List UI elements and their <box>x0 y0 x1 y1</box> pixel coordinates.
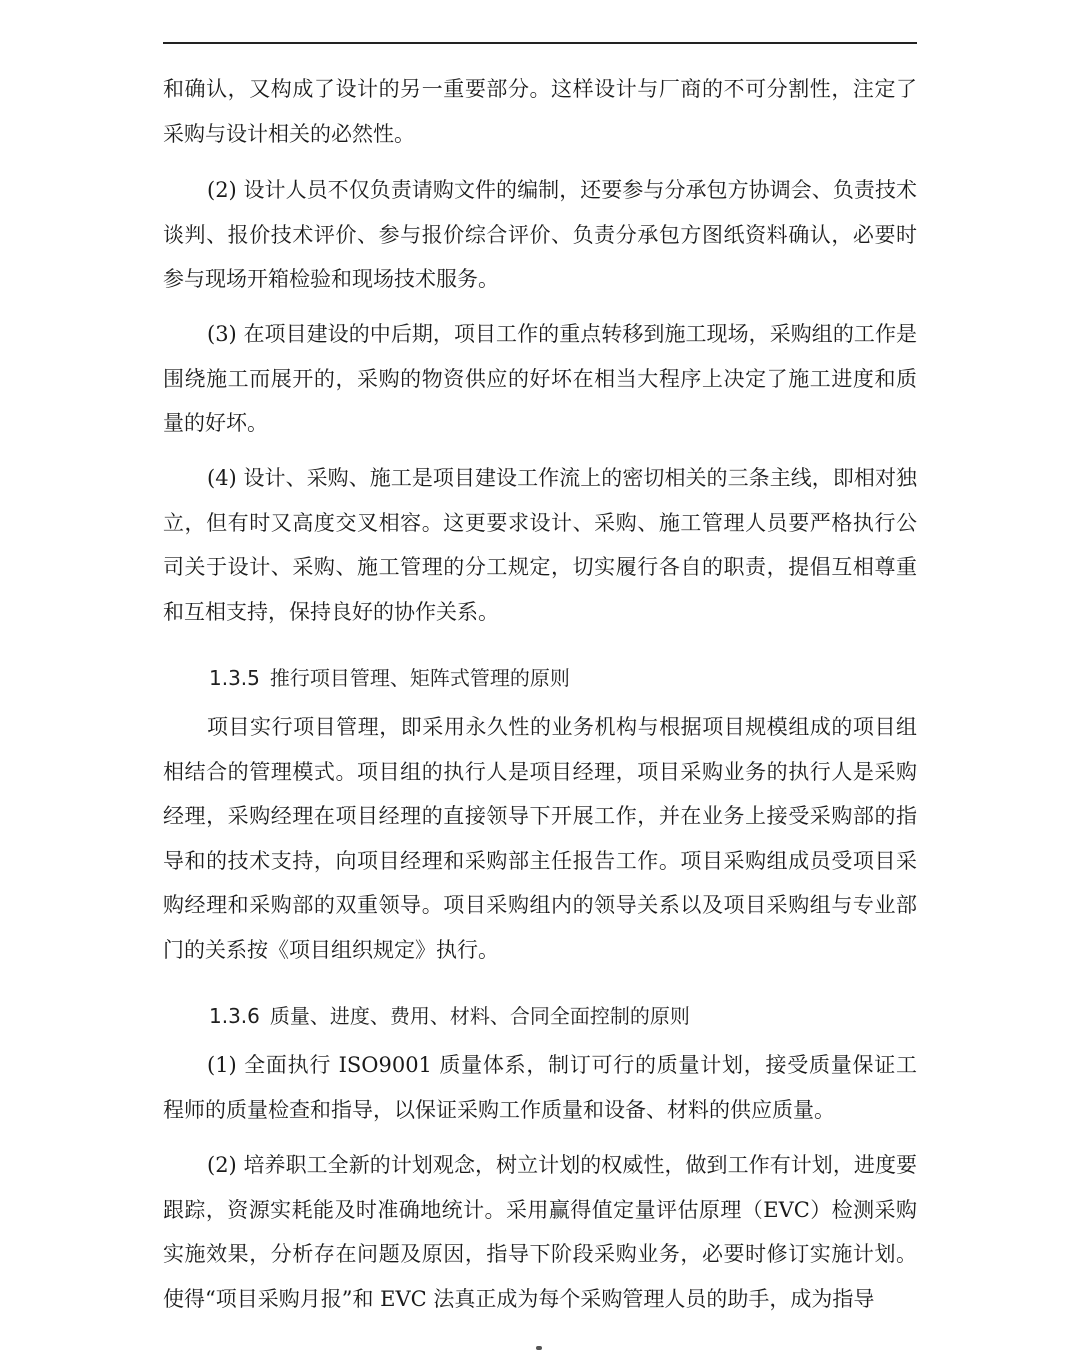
page-number-mark <box>536 1346 542 1350</box>
paragraph-text: (3) 在项目建设的中后期，项目工作的重点转移到施工现场，采购组的工作是围绕施工而展开的，采购的物资供应的好坏在相当大程序上决定了施工进度和质量的好坏。 <box>163 322 917 435</box>
section-heading-1-3-5 <box>163 656 917 700</box>
paragraph-text: (2) 培养职工全新的计划观念，树立计划的权威性，做到工作有计划，进度要跟踪，资源实耗能及时准确地统计。采用赢得值定量评估原理（EVC）检测采购实施效果，分析存在问题及原因，指导下阶段采购业务，必要时修订实施计划。使得“项目采购月报”和 EVC 法真正成为每个采购管理人员的助手，成为指导 <box>163 1153 917 1311</box>
paragraph-construction-phase <box>163 312 917 446</box>
paragraph-quality-system <box>163 1043 917 1132</box>
paragraph-project-management <box>163 705 917 972</box>
section-heading-1-3-6 <box>163 994 917 1038</box>
paragraph-three-lines <box>163 456 917 634</box>
paragraph-continuation: 和确认，又构成了设计的另一重要部分。这样设计与厂商的不可分割性，注定了采购与设计相关的必然性。 <box>163 77 917 146</box>
paragraph-text: (2) 设计人员不仅负责请购文件的编制，还要参与分承包方协调会、负责技术谈判、报价技术评价、参与报价综合评价、负责分承包方图纸资料确认，必要时参与现场开箱检验和现场技术服务。 <box>163 178 917 291</box>
document-body <box>163 67 917 156</box>
section-title: 质量、进度、费用、材料、合同全面控制的原则 <box>269 1004 690 1028</box>
paragraph-design-staff <box>163 168 917 302</box>
section-title: 推行项目管理、矩阵式管理的原则 <box>269 666 570 690</box>
section-number: 1.3.5 <box>209 666 260 690</box>
header-rule <box>163 42 917 44</box>
section-number: 1.3.6 <box>209 1004 260 1028</box>
paragraph-text: (1) 全面执行 ISO9001 质量体系，制订可行的质量计划，接受质量保证工程师的质量检查和指导，以保证采购工作质量和设备、材料的供应质量。 <box>163 1053 917 1122</box>
paragraph-text: (4) 设计、采购、施工是项目建设工作流上的密切相关的三条主线，即相对独立，但有时又高度交叉相容。这更要求设计、采购、施工管理人员要严格执行公司关于设计、采购、施工管理的分工规定，切实履行各自的职责，提倡互相尊重和互相支持，保持良好的协作关系。 <box>163 466 917 624</box>
paragraph-text: 项目实行项目管理，即采用永久性的业务机构与根据项目规模组成的项目组相结合的管理模式。项目组的执行人是项目经理，项目采购业务的执行人是采购经理，采购经理在项目经理的直接领导下开展工作，并在业务上接受采购部的指导和的技术支持，向项目经理和采购部主任报告工作。项目采购组成员受项目采购经理和采购部的双重领导。项目采购组内的领导关系以及项目采购组与专业部门的关系按《项目组织规定》执行。 <box>163 715 917 962</box>
paragraph-planning <box>163 1143 917 1321</box>
